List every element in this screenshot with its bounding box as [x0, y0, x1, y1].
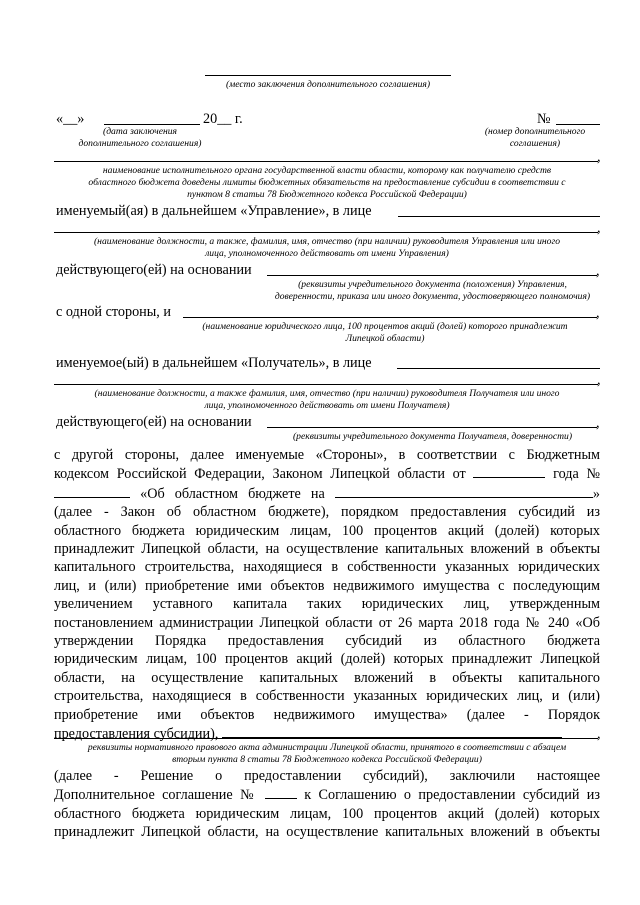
date-caption-1: (дата заключения: [103, 126, 177, 137]
number-caption-2: соглашения): [509, 138, 561, 149]
acting-basis-1: действующего(ей) на основании: [56, 262, 252, 278]
npa-caption-1: реквизиты нормативного правового акта администрации Липецкой области, принятого в соответствии с абзацем: [87, 742, 567, 753]
date-day-blank: «__»: [56, 111, 85, 127]
npa-comma: ,: [597, 726, 601, 742]
p1-law-text: кодексом Российской Федерации, Законом Липецкой области от: [54, 466, 466, 483]
basis-comma-2: ,: [596, 415, 600, 431]
p1-line: областного бюджета юридическим лицам, 100 процентов акций (долей) которых: [54, 522, 600, 539]
rec-head-field: [397, 368, 600, 369]
paragraph-2: [54, 767, 600, 842]
p1-line: [54, 464, 600, 483]
p1-budget-text: «Об областном бюджете на: [140, 485, 325, 502]
npa-field: [54, 738, 598, 739]
upr-head-field-2: [54, 232, 598, 233]
number-caption-1: (номер дополнительного: [484, 126, 586, 137]
subsidy-order-field: [222, 724, 562, 738]
date-caption-2: дополнительного соглашения): [78, 138, 202, 149]
acting-basis-2: действующего(ей) на основании: [56, 414, 252, 430]
p2-line: [54, 785, 600, 804]
basis-field-2: [267, 427, 597, 428]
one-side-text: с одной стороны, и: [56, 304, 171, 320]
org-caption-3: пунктом 8 статьи 78 Бюджетного кодекса Российской Федерации): [187, 189, 467, 200]
p2-line: областного бюджета юридическим лицам, 100 процентов акций (долей) которых: [54, 805, 600, 822]
p1-law-year: года №: [553, 466, 600, 483]
legal-caption-1: (наименование юридического лица, 100 процентов акций (долей) которого принадлежит: [202, 321, 568, 332]
p1-line: постановлением администрации Липецкой области от 26 марта 2018 года № 240 «Об: [54, 614, 600, 631]
head-caption-2: лица, уполномоченного действовать от имени Управления): [205, 248, 449, 259]
p2-agreement-text: Дополнительное соглашение №: [54, 787, 258, 804]
basis-caption-2: (реквизиты учредительного документа Получателя, доверенности): [292, 431, 573, 442]
p1-line: [54, 724, 600, 743]
p2-line: (далее - Решение о предоставлении субсидий), заключили настоящее: [54, 768, 600, 784]
p1-line: принадлежит Липецкой области, на осуществление капитальных вложений в объекты: [54, 541, 600, 558]
p1-subsidy-text: предоставления субсидии),: [54, 726, 219, 743]
p1-line: увеличением уставного капитала таких юридических лиц, утвержденным: [54, 596, 600, 613]
law-number-field: [54, 484, 130, 498]
head-caption-1: (наименование должности, а также, фамилия, имя, отчество (при наличии) руководителя Управления или иного: [93, 236, 560, 247]
legal-entity-field: [183, 317, 597, 318]
legal-caption-2: Липецкой области): [345, 333, 425, 344]
basis-comma-1: ,: [596, 263, 600, 279]
date-month-field: [104, 124, 200, 125]
law-date-field: [473, 464, 545, 478]
budget-period-field: [335, 484, 593, 498]
date-year: 20__ г.: [203, 111, 243, 127]
p1-line: юридическим лицам, 100 процентов акций (долей) которых принадлежит Липецкой: [54, 651, 600, 668]
named-upr-text: именуемый(ая) в дальнейшем «Управление», в лице: [56, 203, 372, 219]
p2-line: принадлежит Липецкой области, на осуществление капитальных вложений в объекты: [54, 824, 600, 841]
rec-head-caption-2: лица, уполномоченного действовать от имени Получателя): [204, 400, 450, 411]
p2-agreement-rest: к Соглашению о предоставлении субсидий из: [304, 787, 600, 804]
p1-quote-close: »: [592, 485, 601, 502]
place-caption: (место заключения дополнительного соглашения): [225, 79, 431, 90]
rec-head-comma: ,: [597, 372, 601, 388]
rec-head-caption-1: (наименование должности, а также фамилия, имя, отчество (при наличии) руководителя Получателя или иного: [94, 388, 560, 399]
p1-line: утверждении Порядка предоставления субсидий из областного бюджета: [54, 633, 600, 650]
paragraph-1: [54, 446, 600, 744]
org-caption-1: наименование исполнительного органа государственной власти области, которому как получателю средств: [102, 165, 552, 176]
named-rec-text: именуемое(ый) в дальнейшем «Получатель», в лице: [56, 355, 372, 371]
org-field-comma: ,: [597, 149, 601, 165]
upr-head-comma: ,: [597, 220, 601, 236]
basis-caption-1b: доверенности, приказа или иного документа, удостоверяющего полномочия): [274, 291, 591, 302]
place-field: [205, 75, 451, 76]
p1-line: [54, 484, 600, 503]
org-name-field: [54, 161, 598, 162]
number-sign: №: [537, 111, 551, 127]
basis-caption-1a: (реквизиты учредительного документа (положения) Управления,: [298, 279, 567, 290]
upr-head-field: [398, 216, 600, 217]
rec-head-field-2: [54, 384, 598, 385]
p1-line: с другой стороны, далее именуемые «Стороны», в соответствии с Бюджетным: [54, 447, 600, 463]
p1-line: лиц, и (или) приобретение ими объектов недвижимого имущества с последующим: [54, 577, 600, 594]
npa-caption-2: вторым пункта 8 статьи 78 Бюджетного кодекса Российской Федерации): [172, 754, 482, 765]
p1-line: строительства, находящиеся в собственности указанных юридических лиц, и (или): [54, 688, 600, 705]
p1-line: капитального строительства, находящиеся в собственности указанных юридических: [54, 559, 600, 576]
agreement-number-field: [265, 785, 297, 799]
p1-line: приобретение ими объектов недвижимого имущества» (далее - Порядок: [54, 706, 600, 723]
p1-line: (далее - Закон об областном бюджете), порядком предоставления субсидий из: [54, 504, 600, 521]
basis-field-1: [267, 275, 597, 276]
p1-line: области, на осуществление капитальных вложений в объекты капитального: [54, 669, 600, 686]
legal-comma: ,: [596, 305, 600, 321]
org-caption-2: областного бюджета доведены лимиты бюджетных обязательств на предоставление субсидии в соответствии с: [88, 177, 566, 188]
number-field: [556, 124, 600, 125]
